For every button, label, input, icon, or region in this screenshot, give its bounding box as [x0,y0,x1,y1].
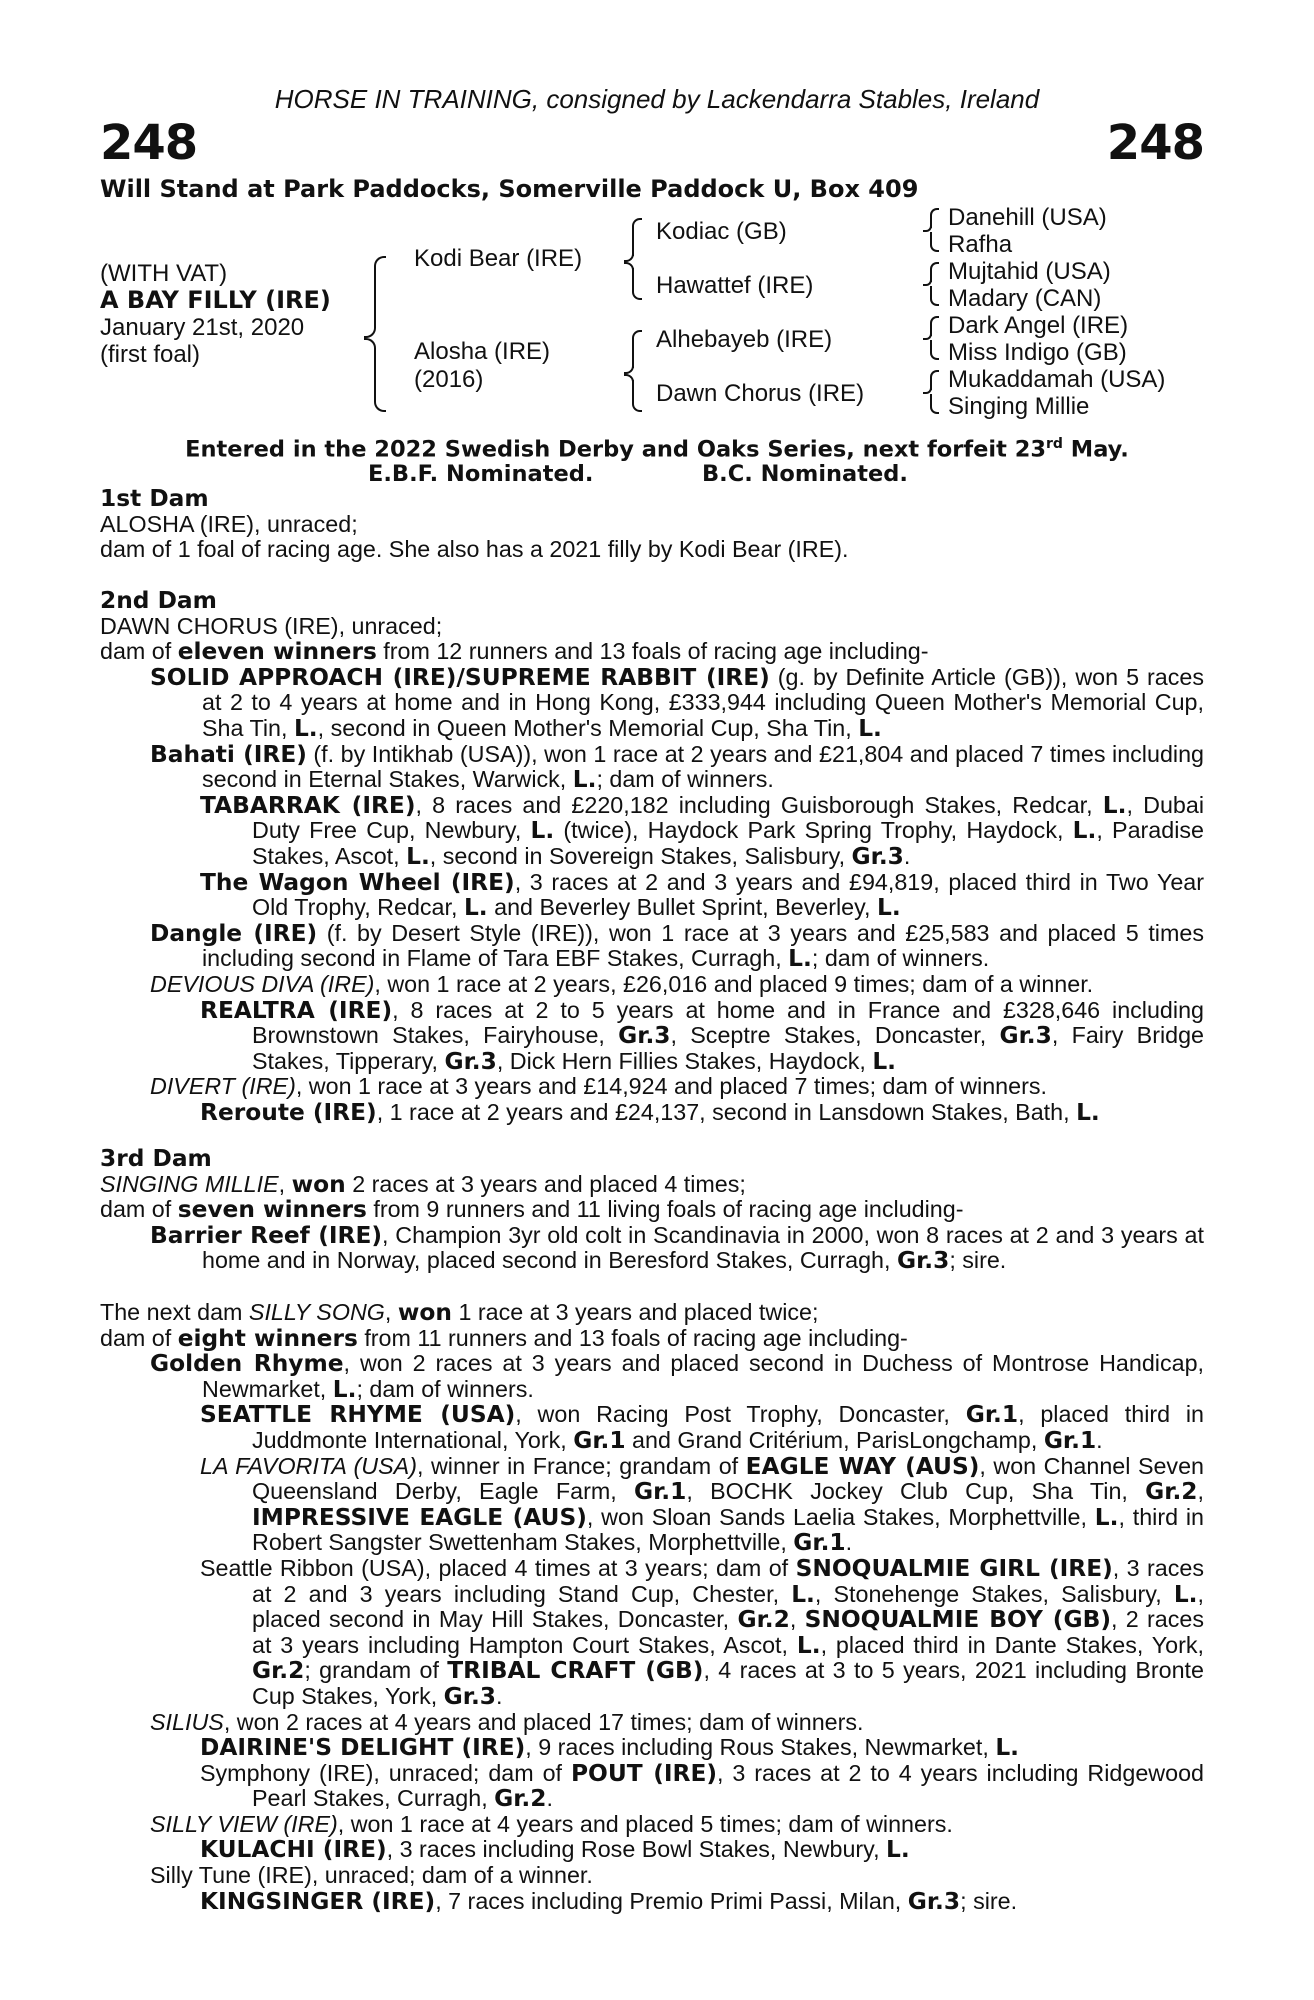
gen4-brace [930,370,939,390]
third-dam-heading: 3rd Dam [100,1145,212,1172]
sss: Danehill (USA) [948,204,1107,231]
ddd: Singing Millie [948,393,1090,420]
next-dam-summary: dam of eight winners from 11 runners and 13 foals of racing age including- [100,1324,908,1352]
list-item: DIVERT (IRE), won 1 race at 3 years and £14,924 and placed 7 times; dam of winners. [150,1073,1047,1100]
third-dam-section [100,1146,1204,1274]
list-item: SILLY VIEW (IRE), won 1 race at 4 years and placed 5 times; dam of winners. [150,1810,953,1837]
gen4-brace [930,286,939,306]
sire: Kodi Bear (IRE) [414,245,583,272]
dam-brace [624,366,634,374]
third-dam-line: SINGING MILLIE, won 2 races at 3 years and placed 4 times; [100,1170,746,1198]
first-dam-summary: dam of 1 foal of racing age. She also has a 2021 filly by Kodi Bear (IRE). [100,536,849,563]
next-dam-section [100,1300,1204,1914]
bc-nominated: B.C. Nominated. [702,461,908,487]
consignment-header: HORSE IN TRAINING, consigned by Lackendarra Stables, Ireland [274,84,1040,114]
dam-brace [632,380,642,412]
dam-brace [632,330,642,368]
list-item: SEATTLE RHYME (USA), won Racing Post Trophy, Doncaster, Gr.1, placed third in Juddmonte International, York, Gr.1 and Grand Critérium, ParisLongchamp, Gr.1. [200,1401,1205,1454]
ssd: Rafha [948,231,1013,258]
list-item: KULACHI (IRE), 3 races including Rose Bowl Stakes, Newbury, L. [200,1836,910,1864]
dam-sire: Alhebayeb (IRE) [656,326,833,353]
list-item: LA FAVORITA (USA), winner in France; grandam of EAGLE WAY (AUS), won Channel Seven Queensland Derby, Eagle Farm, Gr.1, BOCHK Jockey Club Cup, Sha Tin, Gr.2, IMPRESSIVE EAGLE (AUS), won Sloan Sands Laelia Stakes, Morphettville, L., third in Robert Sangster Swettenham Stakes, Morphettville, Gr.1. [200,1452,1204,1557]
dam: Alosha (IRE) [414,338,551,365]
list-item: Bahati (IRE) (f. by Intikhab (USA)), won 1 race at 2 years and £21,804 and placed 7 times including second in Eternal Stakes, Warwick, L.; dam of winners. [150,740,1204,794]
lot-number-left: 248 [100,115,198,171]
second-dam-section [100,588,1204,1125]
entries-end: May. [1062,436,1129,463]
list-item: SOLID APPROACH (IRE)/SUPREME RABBIT (IRE) (g. by Definite Article (GB)), won 5 races at 2 to 4 years at home and in Hong Kong, £333,944 including Queen Mother's Memorial Cup, Sha Tin, L., second in Queen Mother's Memorial Cup, Sha Tin, L. [150,663,1204,742]
list-item: DAIRINE'S DELIGHT (IRE), 9 races including Rous Stakes, Newmarket, L. [200,1734,1020,1762]
list-item: KINGSINGER (IRE), 7 races including Premio Primi Passi, Milan, Gr.3; sire. [200,1887,1018,1915]
first-dam-line: ALOSHA (IRE), unraced; [100,510,358,537]
gen4-brace [930,208,939,228]
entries-line [0,436,1314,463]
horse-note: (first foal) [100,341,201,368]
sire-brace [632,218,642,256]
gen4-brace [930,394,939,414]
dam-dam: Dawn Chorus (IRE) [656,380,865,407]
list-item: Dangle (IRE) (f. by Desert Style (IRE)), won 1 race at 3 years and £25,583 and placed 5 times including second in Flame of Tara EBF Stakes, Curragh, L.; dam of winners. [150,919,1204,973]
entries-text: Entered in the 2022 Swedish Derby and Oaks Series, next forfeit 23 [185,436,1047,463]
list-item: Golden Rhyme, won 2 races at 3 years and placed second in Duchess of Montrose Handicap, Newmarket, L.; dam of winners. [150,1350,1205,1403]
gen4-brace [930,340,939,360]
stand-location: Will Stand at Park Paddocks, Somerville Paddock U, Box 409 [100,175,919,203]
sire-sire: Kodiac (GB) [656,218,787,245]
gen4-brace [930,262,939,282]
dss: Dark Angel (IRE) [948,312,1129,339]
pedigree-brace [374,348,386,412]
second-dam-heading: 2nd Dam [100,587,217,614]
lot-number-right: 248 [1106,115,1204,171]
ebf-nominated: E.B.F. Nominated. [368,461,594,487]
next-dam-line: The next dam SILLY SONG, won 1 race at 3 years and placed twice; [100,1299,819,1326]
list-item: SILIUS, won 2 races at 4 years and placed 17 times; dam of winners. [150,1708,864,1735]
sds: Mujtahid (USA) [948,258,1111,285]
list-item: TABARRAK (IRE), 8 races and £220,182 including Guisborough Stakes, Redcar, L., Dubai Duty Free Cup, Newbury, L. (twice), Haydock Park Spring Trophy, Haydock, L., Paradise Stakes, Ascot, L., second in Sovereign Stakes, Salisbury, Gr.3. [200,791,1204,870]
vat-note: (WITH VAT) [100,260,228,287]
list-item: Symphony (IRE), unraced; dam of POUT (IRE), 3 races at 2 to 4 years including Ridgewood Pearl Stakes, Curragh, Gr.2. [200,1759,1204,1813]
list-item: Silly Tune (IRE), unraced; dam of a winner. [150,1862,593,1889]
sire-dam: Hawattef (IRE) [656,272,814,299]
pedigree-brace [364,326,376,338]
sire-brace [632,268,642,300]
list-item: Reroute (IRE), 1 race at 2 years and £24,137, second in Lansdown Stakes, Bath, L. [200,1098,1100,1126]
second-dam-line: DAWN CHORUS (IRE), unraced; [100,612,443,639]
list-item: Barrier Reef (IRE), Champion 3yr old colt in Scandinavia in 2000, won 8 races at 2 and 3 years at home and in Norway, placed second in Beresford Stakes, Curragh, Gr.3; sire. [150,1221,1204,1275]
gen4-brace [930,232,939,252]
second-dam-summary: dam of eleven winners from 12 runners and 13 foals of racing age including- [100,638,929,666]
horse-name: A BAY FILLY (IRE) [100,286,331,314]
pedigree-brace [374,256,386,328]
list-item: Seattle Ribbon (USA), placed 4 times at 3 years; dam of SNOQUALMIE GIRL (IRE), 3 races at 2 and 3 years including Stand Cup, Chester, L., Stonehenge Stakes, Salisbury, L., placed second in May Hill Stakes, Doncaster, Gr.2, SNOQUALMIE BOY (GB), 2 races at 3 years including Hampton Court Stakes, Ascot, L., placed third in Dante Stakes, York, Gr.2; grandam of TRIBAL CRAFT (GB), 4 races at 3 to 5 years, 2021 including Bronte Cup Stakes, York, Gr.3. [200,1554,1205,1710]
first-dam-section [100,486,1204,563]
list-item: DEVIOUS DIVA (IRE), won 1 race at 2 years, £26,016 and placed 9 times; dam of a winner. [150,970,1094,997]
sdd: Madary (CAN) [948,285,1102,312]
third-dam-summary: dam of seven winners from 9 runners and 11 living foals of racing age including- [100,1196,964,1224]
dam-year: (2016) [414,366,484,393]
list-item: The Wagon Wheel (IRE), 3 races at 2 and 3 years and £94,819, placed third in Two Year Old Trophy, Redcar, L. and Beverley Bullet Sprint, Beverley, L. [200,868,1204,922]
sire-brace [624,254,634,262]
list-item: REALTRA (IRE), 8 races at 2 to 5 years at home and in France and £328,646 including Brownstown Stakes, Fairyhouse, Gr.3, Sceptre Stakes, Doncaster, Gr.3, Fairy Bridge Stakes, Tipperary, Gr.3, Dick Hern Fillies Stakes, Haydock, L. [200,996,1204,1075]
first-dam-heading: 1st Dam [100,485,209,512]
entries-sup: rd [1046,436,1063,452]
horse-dob: January 21st, 2020 [100,314,305,341]
dds: Mukaddamah (USA) [948,366,1166,393]
dsd: Miss Indigo (GB) [948,339,1127,366]
gen4-brace [930,316,939,336]
